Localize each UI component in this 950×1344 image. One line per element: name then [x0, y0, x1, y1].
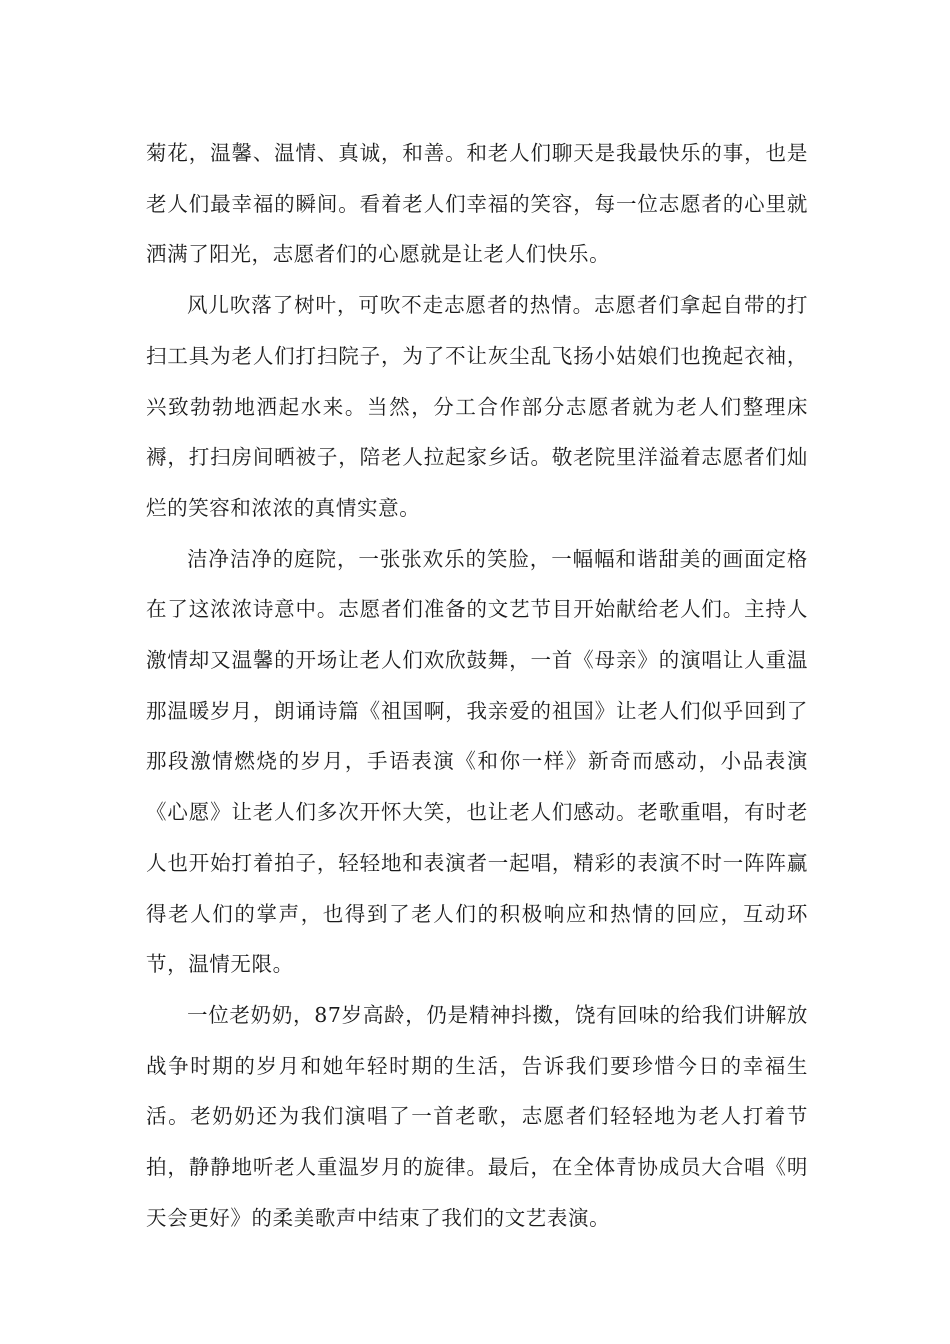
paragraph-2: 风儿吹落了树叶，可吹不走志愿者的热情。志愿者们拿起自带的打扫工具为老人们打扫院子，为了不让灰尘乱飞扬小姑娘们也挽起衣袖，兴致勃勃地洒起水来。当然，分工合作部分志愿者就为老人们整理床褥，打扫房间晒被子，陪老人拉起家乡话。敬老院里洋溢着志愿者们灿烂的笑容和浓浓的真情实意。 [146, 293, 808, 520]
paragraph-4: 一位老奶奶，87岁高龄，仍是精神抖擞，饶有回味的给我们讲解放战争时期的岁月和她年轻时期的生活，告诉我们要珍惜今日的幸福生活。老奶奶还为我们演唱了一首老歌，志愿者们轻轻地为老人打着节拍，静静地听老人重温岁月的旋律。最后，在全体青协成员大合唱《明天会更好》的柔美歌声中结束了我们的文艺表演。 [146, 1002, 808, 1230]
paragraph-3: 洁净洁净的庭院，一张张欢乐的笑脸，一幅幅和谐甜美的画面定格在了这浓浓诗意中。志愿者们准备的文艺节目开始献给老人们。主持人激情却又温馨的开场让老人们欢欣鼓舞，一首《母亲》的演唱让人重温那温暖岁月，朗诵诗篇《祖国啊，我亲爱的祖国》让老人们似乎回到了那段激情燃烧的岁月，手语表演《和你一样》新奇而感动，小品表演《心愿》让老人们多次开怀大笑，也让老人们感动。老歌重唱，有时老人也开始打着拍子，轻轻地和表演者一起唱，精彩的表演不时一阵阵赢得老人们的掌声，也得到了老人们的积极响应和热情的回应，互动环节，温情无限。 [146, 546, 808, 977]
paragraph-1: 菊花，温馨、温情、真诚，和善。和老人们聊天是我最快乐的事，也是老人们最幸福的瞬间。看着老人们幸福的笑容，每一位志愿者的心里就洒满了阳光，志愿者们的心愿就是让老人们快乐。 [146, 141, 808, 267]
